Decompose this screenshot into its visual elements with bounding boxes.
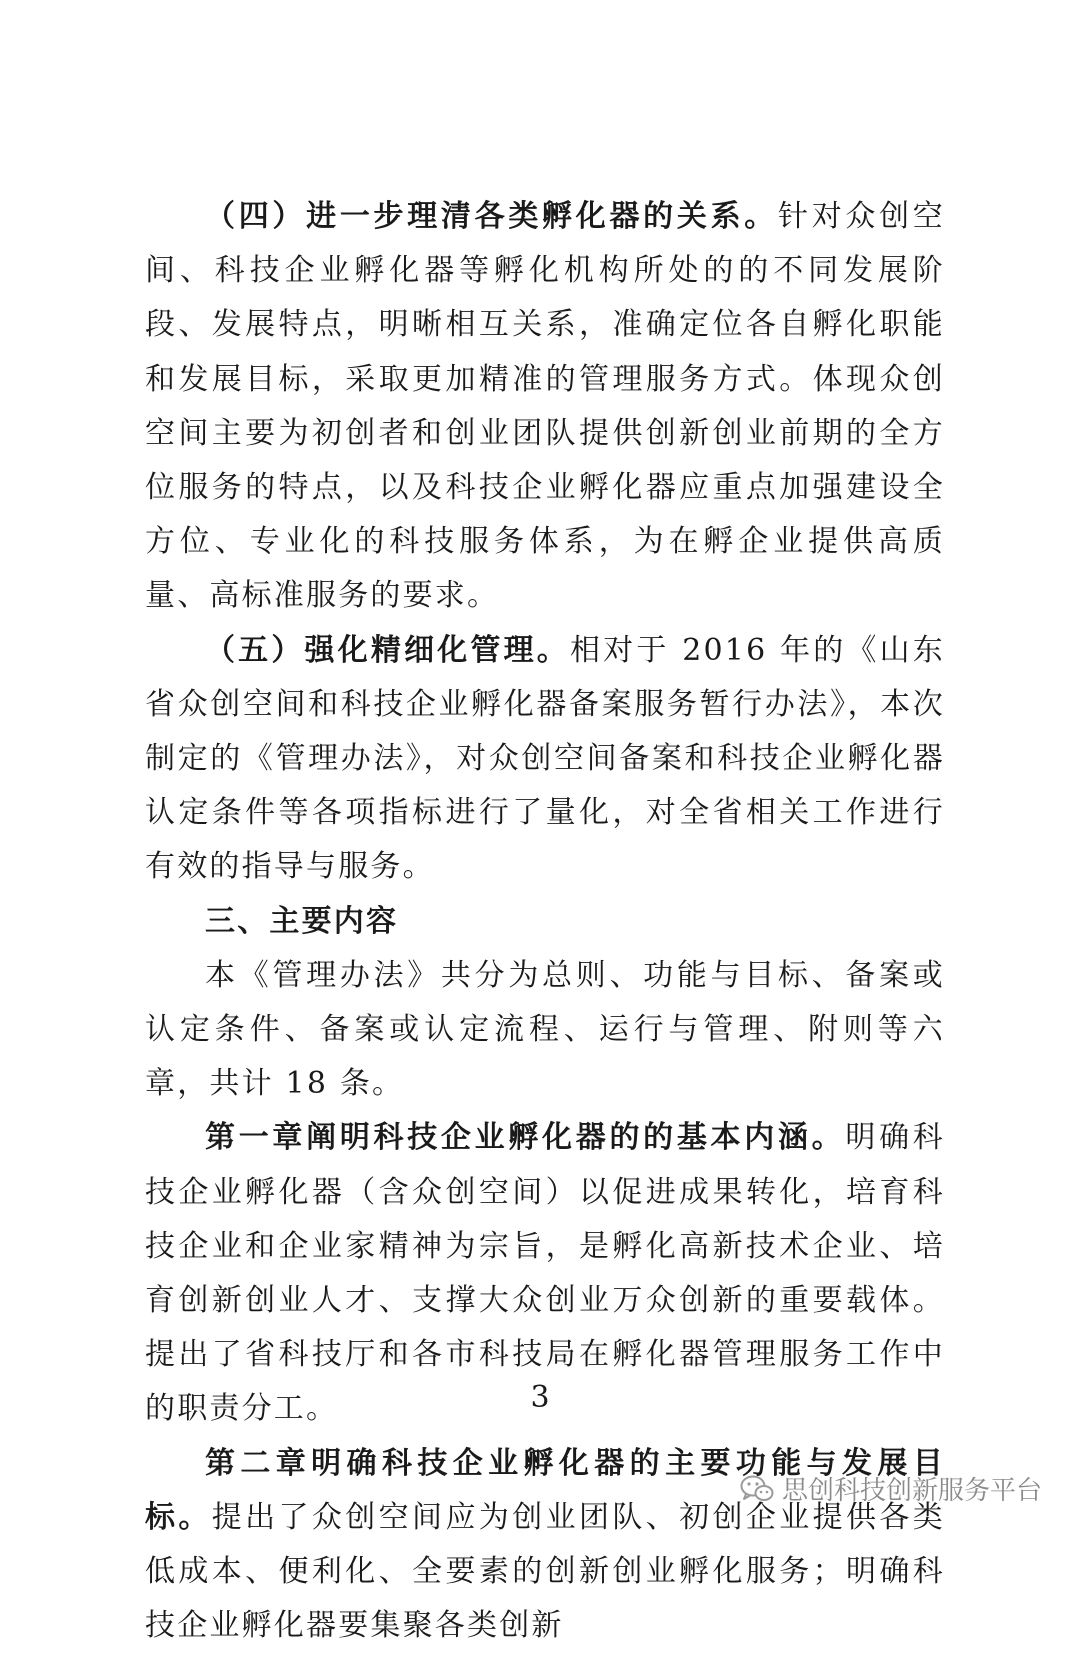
watermark [740,1470,1042,1507]
paragraph-body: 相对于 2016 年的《山东省众创空间和科技企业孵化器备案服务暂行办法》，本次制定的《管理办法》，对众创空间备案和科技企业孵化器认定条件等各项指标进行了量化，对全省相关工作进行有效的指导与服务。 [145,632,945,885]
paragraph-body: 本《管理办法》共分为总则、功能与目标、备案或认定条件、备案或认定流程、运行与管理、附则等六章，共计 18 条。 [145,957,945,1102]
paragraph-5 [145,624,945,895]
page-number: 3 [530,1380,550,1415]
paragraph-body: 针对众创空间、科技企业孵化器等孵化机构所处的的不同发展阶段、发展特点，明晰相互关系，准确定位各自孵化职能和发展目标，采取更加精准的管理服务方式。体现众创空间主要为初创者和创业团队提供创新创业前期的全方位服务的特点，以及科技企业孵化器应重点加强建设全方位、专业化的科技服务体系，为在孵企业提供高质量、高标准服务的要求。 [145,199,946,614]
paragraph-overview [145,949,945,1112]
watermark-text: 思创科技创新服务平台 [781,1476,1042,1506]
paragraph-lead: （五）强化精细化管理。 [205,632,570,668]
paragraph-lead: 第二章明确科技企业孵化器的主要功能与发展目标。 [145,1445,945,1535]
paragraph-body: 提出了众创空间应为创业团队、初创企业提供各类低成本、便利化、全要素的创新创业孵化服务；明确科技企业孵化器要集聚各类创新 [145,1499,945,1644]
paragraph-lead: （四）进一步理清各类孵化器的关系。 [205,199,778,234]
section-heading: 三、主要内容 [205,903,399,939]
document-body [145,190,945,1653]
wechat-icon [740,1474,774,1504]
paragraph-4 [145,190,945,624]
paragraph-body: 明确科技企业孵化器（含众创空间）以促进成果转化，培育科技企业和企业家精神为宗旨，是孵化高新技术企业、培育创新创业人才、支撑大众创业万众创新的重要载体。提出了省科技厅和各市科技局在孵化器管理服务工作中的职责分工。 [145,1120,945,1427]
paragraph-lead: 第一章阐明科技企业孵化器的的基本内涵。 [205,1120,846,1156]
